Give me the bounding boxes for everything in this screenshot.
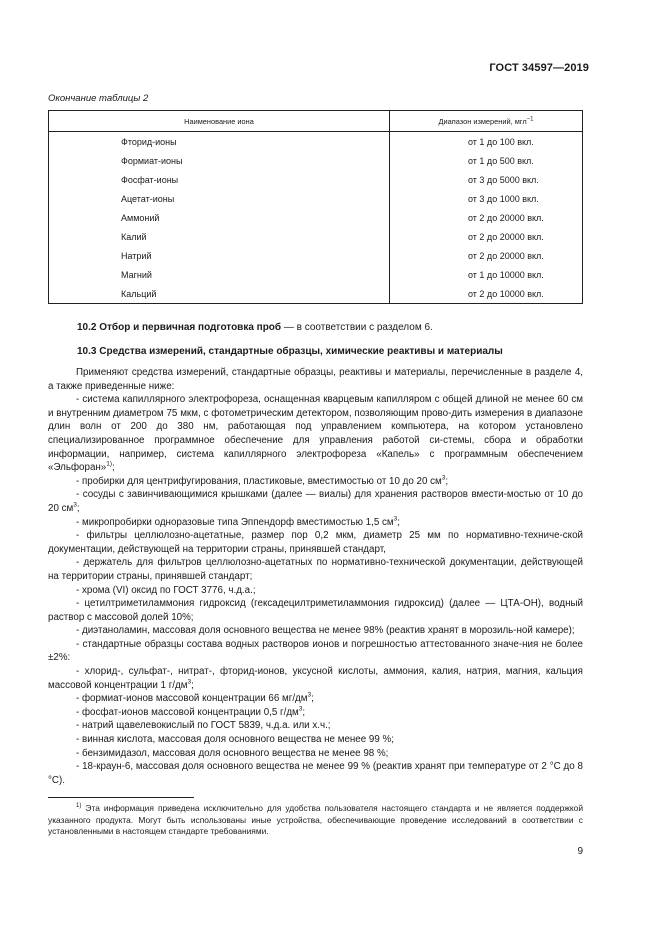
list-item: - хлорид-, сульфат-, нитрат-, фторид-ионов, уксусной кислоты, аммония, калия, натрия, магния, кальция массовой концентрации 1 $г/дм^3$;	[48, 666, 583, 691]
section-10-2-title: 10.2 Отбор и первичная подготовка проб	[77, 322, 282, 333]
page-number: 9	[577, 846, 583, 857]
ion-range: от 1 до 10000 вкл.	[390, 265, 583, 284]
footnote-ref: 1)	[106, 460, 113, 468]
ion-name: Магний	[49, 265, 390, 284]
list-item: - сосуды с завинчивающимися крышками (далее — виалы) для хранения растворов вмести-мостью от 10 до 20 $см^3$;	[48, 489, 583, 514]
col-header-range-text: Диапазон измерений, мгл	[438, 116, 527, 126]
list-item: - система капиллярного электрофореза, оснащенная кварцевым капилляром с общей длиной не менее 60 см и внутренним диаметром 75 мкм, с фотометрическим детектором, позволяющим прово-дить измерения в диапазоне длин волн от 200 до 380 нм, работающая под управлением компьютера, на котором установлено специализированное программное обеспечение для управления работой си-стемы, сбора и обработки информации, например, система капиллярного электрофореза «Капель» с программным обеспечением «Эльфоран»$^{1)}$;	[48, 394, 583, 474]
ion-range: от 1 до 100 вкл.	[390, 132, 583, 152]
list-item: - натрий щавелевокислый по ГОСТ 5839, ч.д.а. или х.ч.;	[76, 720, 331, 732]
table-row	[49, 284, 583, 304]
section-10-2	[77, 322, 433, 333]
table-row	[49, 246, 583, 265]
ion-name: Формиат-ионы	[49, 151, 390, 170]
ion-range: от 2 до 20000 вкл.	[390, 246, 583, 265]
col-header-range-sup: −1	[526, 116, 534, 123]
ion-name: Ацетат-ионы	[49, 189, 390, 208]
ion-name: Натрий	[49, 246, 390, 265]
ion-range: от 3 до 5000 вкл.	[390, 170, 583, 189]
ion-name: Калий	[49, 227, 390, 246]
table-row	[49, 189, 583, 208]
table-header-row	[49, 111, 583, 132]
list-item: - микропробирки одноразовые типа Эппендорф вместимостью 1,5 $см^3$;	[76, 515, 400, 528]
table-row	[49, 208, 583, 227]
list-item: - фосфат-ионов массовой концентрации 0,5 $г/дм^3$;	[76, 705, 306, 718]
list-item: - бензимидазол, массовая доля основного вещества не менее 98 %;	[76, 747, 389, 759]
ion-range: от 2 до 10000 вкл.	[390, 284, 583, 304]
list-item: - диэтаноламин, массовая доля основного вещества не менее 98% (реактив хранят в морозиль-ной камере);	[76, 625, 575, 637]
col-header-range	[390, 111, 583, 132]
table-row	[49, 227, 583, 246]
list-item: - формиат-ионов массовой концентрации 66 $мг/дм^3$;	[76, 691, 314, 705]
list-item: - винная кислота, массовая доля основного вещества не менее 99 %;	[76, 734, 394, 746]
section-10-3	[77, 346, 503, 357]
table-row	[49, 265, 583, 284]
table-row	[49, 151, 583, 170]
ion-range: от 3 до 1000 вкл.	[390, 189, 583, 208]
table-row	[49, 170, 583, 189]
table-caption: Окончание таблицы 2	[48, 93, 149, 104]
list-item: - пробирки для центрифугирования, пластиковые, вместимостью от 10 до 20 $см^3$;	[76, 474, 449, 487]
paragraph: Применяют средства измерений, стандартные образцы, реактивы и материалы, перечисленные в разделе 4, а также приведенные ниже:	[48, 367, 583, 392]
list-item: - стандартные образцы состава водных растворов ионов и погрешностью аттестованного значе-ния не более ±2%:	[48, 638, 583, 664]
ion-name: Фосфат-ионы	[49, 170, 390, 189]
ion-range: от 2 до 20000 вкл.	[390, 208, 583, 227]
footnote-divider	[48, 797, 194, 798]
list-item: - цетилтриметиламмония гидроксид (гексадецилтриметиламмония гидроксид) (далее — ЦТА-ОН), водный раствор с массовой долей 10%;	[48, 598, 583, 623]
ion-name: Фторид-ионы	[49, 132, 390, 152]
footnote-marker: 1)	[76, 803, 82, 810]
footnote	[48, 803, 583, 838]
col-header-ion: Наименование иона	[49, 111, 390, 132]
ion-name: Аммоний	[49, 208, 390, 227]
footnote-text: Эта информация приведена исключительно для удобства пользователя настоящего стандарта и не является поддержкой указанного продукта. Могут быть использованы иные устройства, обеспечивающие проведение исследований в соответствии с установленными в настоящем стандарте требованиями.	[48, 803, 583, 837]
list-item: - хрома (VI) оксид по ГОСТ 3776, ч.д.а.;	[76, 584, 256, 596]
list-item: - держатель для фильтров целлюлозно-ацетатных по нормативно-технической документации, действующей на территории страны, принявшей стандарт;	[48, 557, 583, 582]
ions-table	[48, 110, 583, 304]
section-10-2-text: — в соответствии с разделом 6.	[281, 322, 433, 333]
ion-name: Кальций	[49, 284, 390, 304]
list-item: - фильтры целлюлозно-ацетатные, размер пор 0,2 мкм, диаметр 25 мм по нормативно-техниче-ской документации, действующей на территории страны, принявшей стандарт,	[48, 530, 583, 555]
document-code: ГОСТ 34597—2019	[489, 62, 589, 74]
section-10-3-title: 10.3 Средства измерений, стандартные образцы, химические реактивы и материалы	[77, 346, 503, 357]
list-item: - 18-краун-6, массовая доля основного вещества не менее 99 % (реактив хранят при температуре от 2 °С до 8 °С).	[48, 761, 583, 786]
table-row	[49, 132, 583, 152]
section-10-3-body	[48, 366, 583, 787]
ion-range: от 1 до 500 вкл.	[390, 151, 583, 170]
ion-range: от 2 до 20000 вкл.	[390, 227, 583, 246]
